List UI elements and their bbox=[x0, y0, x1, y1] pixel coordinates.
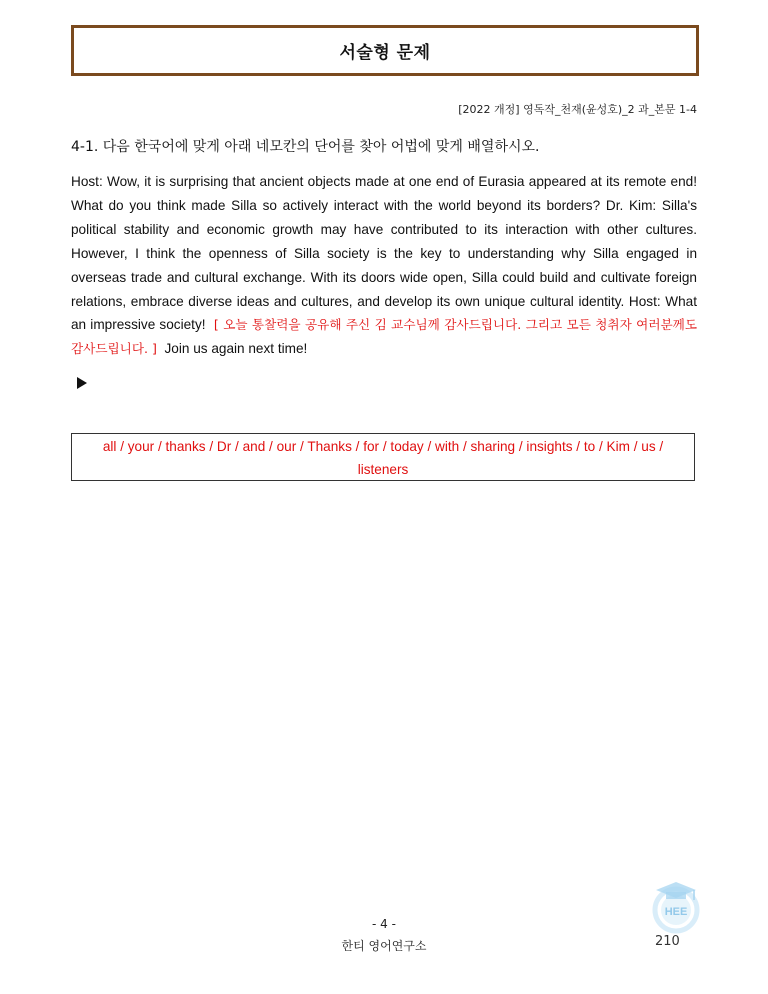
word-box: all / your / thanks / Dr / and / our / Thanks / for / today / with / sharing / insights / to / Kim / us / listeners bbox=[71, 433, 695, 481]
footer-page-label: 210 bbox=[655, 934, 680, 949]
logo-text: HEE bbox=[664, 906, 688, 918]
triangle-right-icon bbox=[77, 377, 87, 389]
page-number: - 4 - bbox=[372, 917, 396, 931]
passage-closing-text: Join us again next time! bbox=[164, 341, 308, 357]
page-title: 서술형 문제 bbox=[339, 43, 431, 63]
source-line: [2022 개정] 영독작_천재(윤성호)_2 과_본문 1-4 bbox=[458, 103, 697, 116]
passage-english-text: Host: Wow, it is surprising that ancient objects made at one end of Eurasia appeared at its remote end! What do you think made Silla so actively interact with the world beyond its borders? Dr. Kim: Silla's political stability and economic growth may have contributed to its interaction with other cultures. However, I think the openness of Silla society is the key to understanding why Silla engaged in overseas trade and cultural exchange. With its doors wide open, Silla could build and cultivate foreign relations, embrace diverse ideas and cultures, and develop its own unique cultural identity. Host: What an impressive society! bbox=[71, 174, 697, 333]
title-box bbox=[71, 25, 699, 76]
korean-prompt: [ 오늘 통찰력을 공유해 주신 김 교수님께 감사드립니다. 그리고 모든 청취자 여러분께도 감사드립니다. ] bbox=[71, 317, 697, 357]
footer-organization: 한티 영어연구소 bbox=[341, 939, 427, 953]
question-text: 4-1. 다음 한국어에 맞게 아래 네모칸의 단어를 찾아 어법에 맞게 배열하시오. bbox=[71, 139, 540, 155]
passage bbox=[71, 170, 697, 361]
